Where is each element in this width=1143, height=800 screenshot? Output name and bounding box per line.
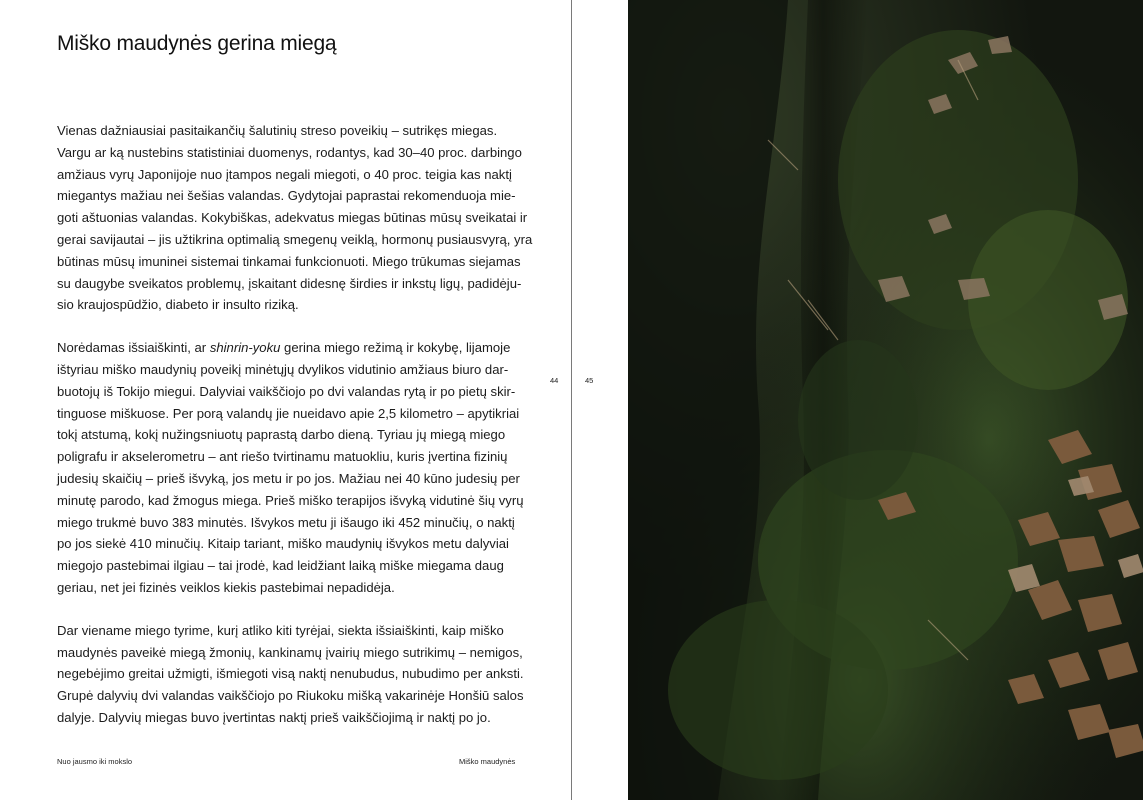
- page-title: Miško maudynės gerina miegą: [57, 32, 337, 55]
- body-text: [57, 120, 533, 750]
- text-line: Dar viename miego tyrime, kurį atliko kiti tyrėjai, siekta išsiaiškinti, kaip miško: [57, 622, 504, 638]
- text-line: judesių skaičių – prieš išvyką, jos metu ir po jos. Mažiau nei 40 kūno judesių per: [57, 470, 520, 486]
- text-line: Vargu ar ką nustebins statistiniai duomenys, rodantys, kad 30–40 proc. darbingo: [57, 144, 522, 160]
- text-line: po jos siekė 410 minučių. Kitaip tariant, miško maudynių išvykos metu dalyviai: [57, 536, 509, 552]
- text-line: Vienas dažniausiai pasitaikančių šalutinių streso poveikių – sutrikęs miegas.: [57, 123, 498, 138]
- text-line: negebėjimo greitai užmigti, išmiegoti visą naktį nenubudus, nubudimo per anksti.: [57, 666, 524, 682]
- paragraph-2: [57, 337, 527, 599]
- italic-term: shinrin-yoku: [209, 340, 281, 356]
- text-line: poligrafu ir akselerometru – ant riešo tvirtinamu matuokliu, kuris įvertina fizinių: [57, 449, 508, 465]
- paragraph-1: [57, 120, 533, 316]
- running-footer-right: Miško maudynės: [459, 757, 516, 766]
- page-number-left: 44: [550, 376, 559, 385]
- text-line: miegantys mažiau nei šešias valandas. Gydytojai paprastai rekomenduoja mie-: [57, 188, 516, 204]
- text-line: dalyje. Dalyvių miegas buvo įvertintas naktį prieš vaikščiojimą ir naktį po jo.: [57, 709, 491, 725]
- forest-photo-illustration: [628, 0, 1143, 800]
- text-line: su daugybe sveikatos problemų, įskaitant didesnę širdies ir inkstų ligų, padidėju-: [57, 275, 522, 291]
- text-line: minutę parodo, kad žmogus miega. Prieš miško terapijos išvyką vidutinė šių vyrų: [57, 492, 524, 508]
- running-footer-left: Nuo jausmo iki mokslo: [57, 757, 133, 766]
- text-line: geriau, net jei fizinės veiklos kiekis pastebimai nepadidėja.: [57, 579, 395, 595]
- text-line: tokį atstumą, kokį nužingsniuotų paprastą darbo dieną. Tyriau jų miegą miego: [57, 427, 506, 443]
- forest-floor-photo: [628, 0, 1143, 800]
- text-line: Grupė dalyvių dvi valandas vaikščiojo po Riukoku mišką vakarinėje Honšiū salos: [57, 688, 524, 704]
- page-number-right: 45: [585, 376, 594, 385]
- text-line: sio kraujospūdžio, diabeto ir insulto riziką.: [57, 297, 299, 313]
- text-line: amžiaus vyrų Japonijoje nuo įtampos negali miegoti, o 40 proc. teigia kas naktį: [57, 166, 512, 182]
- text-line: miego trukmė buvo 383 minutės. Išvykos metu ji išaugo iki 452 minučių, o naktį: [57, 514, 515, 530]
- text-line: ištyriau miško maudynių poveikį minėtųjų dvylikos vidutinio amžiaus biuro dar-: [57, 361, 509, 377]
- text-line: miegojo pastebimai ilgiau – tai įrodė, kad leidžiant laiką miške miegama daug: [57, 558, 504, 574]
- paragraph-3: [57, 620, 527, 729]
- text-line: Norėdamas išsiaiškinti, ar shinrin-yoku gerina miego režimą ir kokybę, lijamoje: [57, 340, 511, 356]
- text-line: maudynės paveikė miegą žmonių, kankinamų įvairių miego sutrikimų – nemigos,: [57, 644, 523, 660]
- right-page-margin: [572, 0, 628, 800]
- text-line: goti aštuonias valandas. Kokybiškas, adekvatus miegas būtinas mūsų sveikatai ir: [57, 210, 528, 226]
- text-line: būtinas mūsų imuninei sistemai tinkamai funkcionuoti. Miego trūkumas siejamas: [57, 253, 521, 269]
- text-line: tinguose miškuose. Per porą valandų jie nueidavo apie 2,5 kilometro – apytikriai: [57, 405, 520, 421]
- text-line: gerai savijautai – jis užtikrina optimalią smegenų veiklą, hormonų pusiausvyrą, yra: [57, 231, 533, 247]
- text-line: buotojų iš Tokijo miegui. Dalyviai vaikščiojo po dvi valandas rytą ir po pietų skir-: [57, 383, 516, 399]
